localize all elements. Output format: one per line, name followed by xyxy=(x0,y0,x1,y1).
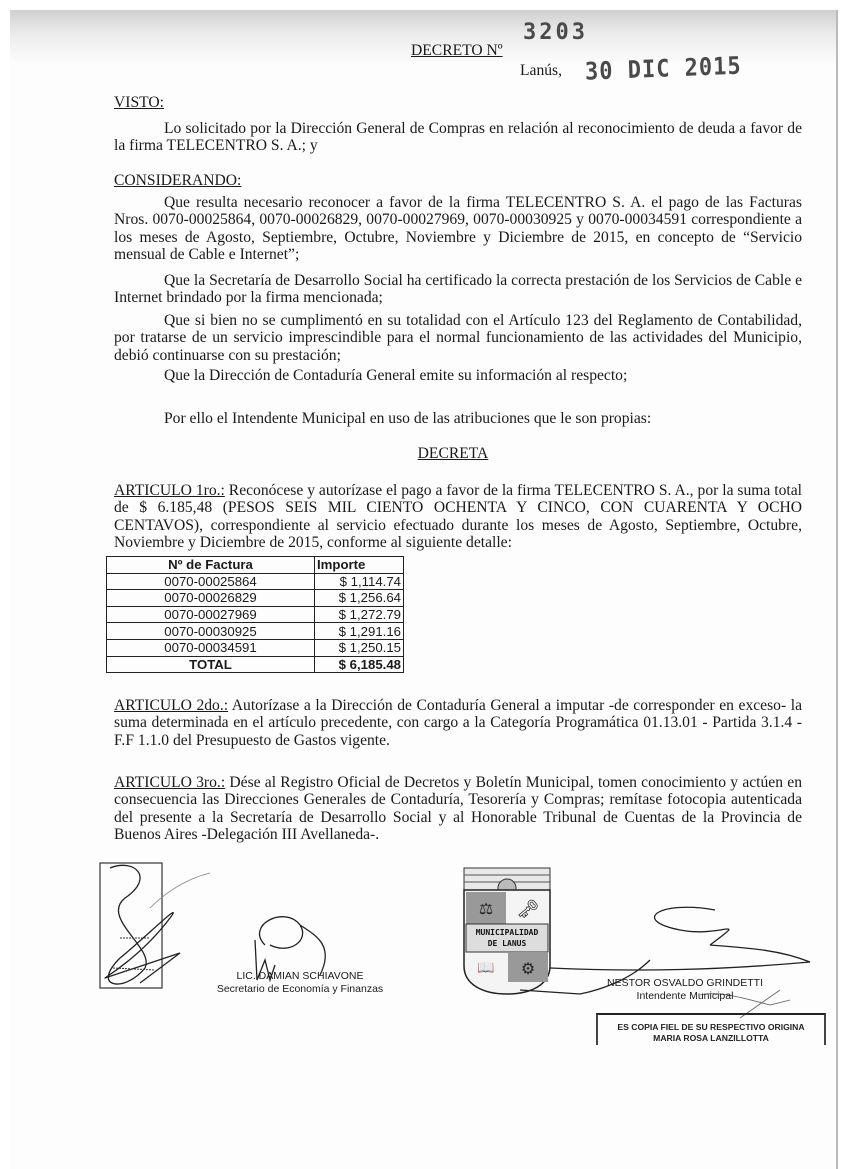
factura-number: 0070-00026829 xyxy=(107,590,315,607)
articulo-2-label: ARTICULO 2do.: xyxy=(114,697,229,714)
considerando-paragraph: Que la Dirección de Contaduría General emite su información al respecto; xyxy=(164,367,628,384)
table-row xyxy=(107,623,404,640)
secretario-title: Secretario de Economía y Finanzas xyxy=(216,983,384,995)
total-value: $ 6,185.48 xyxy=(315,656,404,673)
table-total-row xyxy=(107,656,404,673)
articulo-3-label: ARTICULO 3ro.: xyxy=(114,774,226,791)
signature-scribble xyxy=(105,865,180,984)
date-stamp: 30 DIC 2015 xyxy=(584,52,743,87)
scales-icon: ⚖ xyxy=(478,901,494,918)
factura-importe: $ 1,256.64 xyxy=(315,590,404,607)
key-icon: 🗝 xyxy=(516,899,540,919)
factura-importe: $ 1,272.79 xyxy=(315,606,404,623)
total-label: TOTAL xyxy=(107,656,315,673)
intendente-name: NESTOR OSVALDO GRINDETTI xyxy=(607,977,763,989)
facturas-table xyxy=(106,556,404,673)
table-row xyxy=(107,590,404,607)
factura-importe: $ 1,114.74 xyxy=(315,573,404,590)
articulo-2 xyxy=(114,697,802,749)
articulo-1-label: ARTICULO 1ro.: xyxy=(114,482,225,499)
header-importe: Importe xyxy=(315,557,404,574)
visto-text: Lo solicitado por la Dirección General de Compras en relación al reconocimiento de deuda a favor de la firma TELECENTRO S. A.; y xyxy=(114,120,802,155)
factura-number: 0070-00027969 xyxy=(107,606,315,623)
visto-heading: VISTO: xyxy=(114,94,164,111)
decreta-heading: DECRETA xyxy=(417,445,489,462)
table-row xyxy=(107,573,404,590)
factura-number: 0070-00034591 xyxy=(107,639,315,656)
decree-number-stamp: 3203 xyxy=(523,20,588,45)
table-row xyxy=(107,606,404,623)
articulo-1-text: Reconócese y autorízase el pago a favor de la firma TELECENTRO S. A., por la suma total de $ 6.185,48 (PESOS SEIS MIL CIENTO OCHENTA Y CINCO, CON CUARENTA Y OCHO CENTAVOS), correspondiente al servicio efectuado durante los meses de Agosto, Septiembre, Octubre, Noviembre y Diciembre de 2015, conforme al siguiente detalle: xyxy=(114,482,802,552)
considerando-paragraph: Que resulta necesario reconocer a favor de la firma TELECENTRO S. A. el pago de las Facturas Nros. 0070-00025864, 0070-00026829, 0070-00027969, 0070-00030925 y 0070-00034591 correspondiente a los meses de Agosto, Septiembre, Octubre, Noviembre y Diciembre de 2015, en concepto de “Servicio mensual de Cable e Internet”; xyxy=(114,194,802,264)
articulo-3 xyxy=(114,774,802,844)
factura-number: 0070-00030925 xyxy=(107,623,315,640)
factura-importe: $ 1,250.15 xyxy=(315,639,404,656)
secretario-name: LIC. DAMIAN SCHIAVONE xyxy=(236,970,364,982)
place-label: Lanús, xyxy=(520,62,563,79)
considerando-paragraph: Que la Secretaría de Desarrollo Social ha certificado la correcta prestación de los Servicios de Cable e Internet brindado por la firma mencionada; xyxy=(114,272,802,307)
factura-importe: $ 1,291.16 xyxy=(315,623,404,640)
coat-line-2: DE LANUS xyxy=(487,939,527,948)
considerando-heading: CONSIDERANDO: xyxy=(114,172,242,189)
articulo-3-text: Dése al Registro Oficial de Decretos y Boletín Municipal, tomen conocimiento y actúen en consecuencia las Direcciones Generales de Contaduría, Tesorería y Compras; remítase fotocopia autenticada del presente a la Secretaría de Desarrollo Social y al Honorable Tribunal de Cuentas de la Provincia de Buenos Aires -Delegación III Avellaneda-. xyxy=(114,774,802,844)
decree-title: DECRETO Nº xyxy=(411,42,503,59)
por-ello-text: Por ello el Intendente Municipal en uso de las atribuciones que le son propias: xyxy=(164,410,652,427)
signature-stroke xyxy=(150,873,210,908)
page-edge xyxy=(836,10,838,1169)
considerando-paragraph: Que si bien no se cumplimentó en su totalidad con el Artículo 123 del Reglamento de Contabilidad, por tratarse de un servicio imprescindible para el normal funcionamiento de las actividades del Municipio, debió continuarse con su prestación; xyxy=(114,312,802,364)
articulo-1 xyxy=(114,482,802,552)
coat-line-1: MUNICIPALIDAD xyxy=(475,928,539,937)
table-header-row xyxy=(107,557,404,574)
intendente-title: Intendente Municipal xyxy=(636,990,734,1002)
articulo-2-text: Autorízase a la Dirección de Contaduría General a imputar -de corresponder en exceso- la suma determinada en el artículo precedente, con cargo a la Categoría Programática 01.13.01 - Partida 3.1.4 - F.F 1.1.0 del Presupuesto de Gastos vigente. xyxy=(114,697,802,749)
copia-fiel-line-1: ES COPIA FIEL DE SU RESPECTIVO ORIGINA xyxy=(617,1022,805,1032)
initials-box-signature xyxy=(95,858,215,998)
copia-fiel-line-2: MARIA ROSA LANZILLOTTA xyxy=(653,1032,769,1043)
factura-number: 0070-00025864 xyxy=(107,573,315,590)
book-icon: 📖 xyxy=(477,961,495,976)
gear-icon: ⚙ xyxy=(520,961,536,978)
copia-fiel-text xyxy=(598,1022,824,1043)
header-factura: Nº de Factura xyxy=(107,557,315,574)
table-row xyxy=(107,639,404,656)
